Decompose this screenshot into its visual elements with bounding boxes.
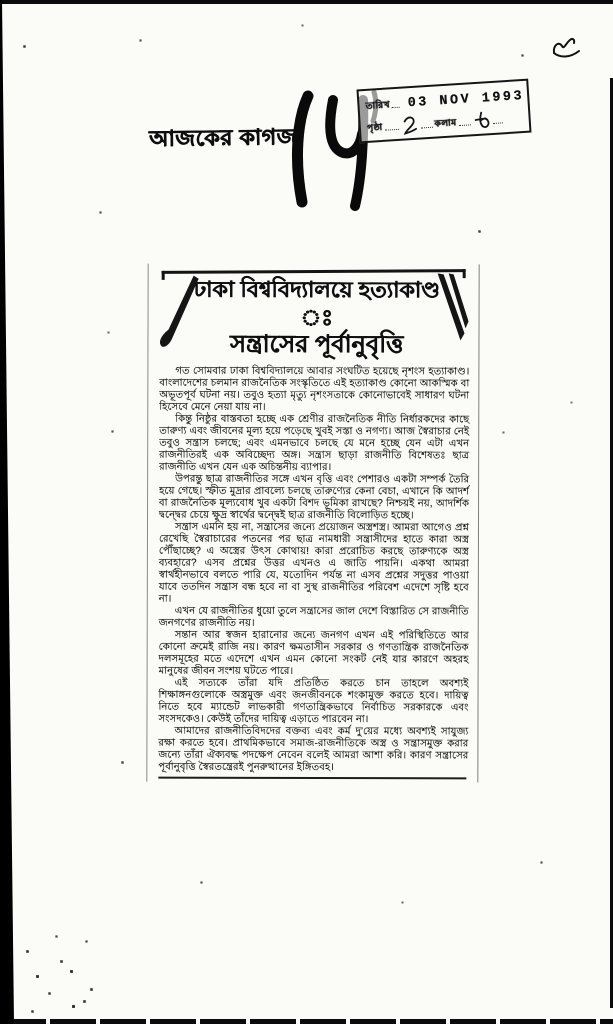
scan-edge-bottom: [0, 1019, 613, 1024]
headline-line-1: ঢাকা বিশ্ববিদ্যালয়ে হত্যাকাণ্ড ঃ: [193, 276, 440, 330]
headline: [189, 276, 443, 360]
article-body: [158, 365, 469, 774]
dotted-leader: [421, 126, 433, 129]
handwritten-column-number: [472, 109, 491, 132]
article-paragraph: আমাদের রাজনীতিবিদদের বক্তব্য এবং কর্ম দু'য়ের মধ্যে অবশ্যই সাযুজ্য রক্ষা করতে হবে। প্রাথমিকভাবে সমাজ-রাজনীতিকে অস্ত্র ও সন্ত্রাসমুক্ত করার জন্যে তাঁরা ঐক্যবদ্ধ পদক্ষেপ নেবেন বলেই আমরা আশা করি। কারণ সন্ত্রাসের পূর্বানুবৃত্তি স্বৈরতন্ত্রেরই পুনরুত্থানের ইঙ্গিতবহ।: [158, 725, 469, 773]
article-paragraph: সন্ত্রাস এমনি হয় না, সন্ত্রাসের জন্যে প্রয়োজন অস্ত্রশস্ত্র। আমরা আগেও প্রশ্ন রেখেছি স্বৈরাচারের পতনের পর ছাত্র নামধারী সন্ত্রাসীদের হাতে কারা অস্ত্র পৌঁছাচ্ছে? এ অস্ত্রের উৎস কোথায়! কারা প্ররোচিত করছে তারুণ্যকে অস্ত্র ব্যবহারে? এসব প্রশ্নের উত্তর এখনও এ জাতি পায়নি। একথা আমরা স্বার্থহীনভাবে বলতে পারি যে, যতোদিন পর্যন্ত না এসব প্রশ্নের সদুত্তর পাওয়া যাবে ততদিন সন্ত্রাস বন্ধ হবে না বা সুস্থ রাজনীতির পরিবেশ এদেশে সৃষ্টি হবে না।: [158, 521, 470, 605]
dotted-leader: [385, 128, 399, 131]
newspaper-clipping: [146, 264, 479, 783]
article-paragraph: সন্তান আর স্বজন হারানোর জন্যে জনগণ এখন এই পরিস্থিতিতে আর কোনো ক্রমেই রাজি নয়। কারণ ক্ষমতাসীন সরকার ও গণতান্ত্রিক রাজনৈতিক দলসমূহের মতে এদেশে এখন এমন কোনো সংকট নেই যার কারণে অহরহ মানুষের জীবন সংশয় ঘটতে পারে।: [158, 629, 469, 677]
date-stamp: [356, 79, 531, 144]
scan-edge-left: [0, 0, 14, 1024]
headline-ornament-right: [433, 273, 469, 349]
handwritten-corner-mark: [551, 36, 587, 62]
headline-ornament-left: [157, 274, 199, 354]
article-paragraph: গত সোমবার ঢাকা বিশ্ববিদ্যালয়ে আবার সংঘটিত হয়েছে নৃশংস হত্যাকাণ্ড। বাংলাদেশের চলমান রাজনৈতিক সংস্কৃতিতে এই হত্যাকাণ্ড কোনো আকস্মিক বা অভূতপূর্ব ঘটনা নয়। তবুও হত্যা মৃত্যু নৃশংসতাকে কোনোভাবেই সাধারণ ঘটনা হিসেবে মেনে নেয়া যায় না।: [159, 365, 470, 413]
article-paragraph: কিন্তু নিষ্ঠুর বাস্তবতা হচ্ছে এক শ্রেণীর রাজনৈতিক নীতি নির্ধারকদের কাছে তারুণ্য এবং জীবনের মূল্য হয়ে পড়েছে খুবই সস্তা ও নগণ্য। আজ স্বৈরাচার নেই তবুও সন্ত্রাস চলছে; এবং এমনভাবে চলছে যে মনে হচ্ছে যেন এটা এখন রাজনীতিরই এক অবিচ্ছেদ্য অঙ্গ। সন্ত্রাস ছাড়া রাজনীতি বিশেষতঃ ছাত্র রাজনীতি এখন যেন এক অচিন্তনীয় ব্যাপার।: [159, 413, 470, 473]
dotted-leader: [459, 123, 471, 126]
article-paragraph: এখন যে রাজনীতির ধুয়ো তুলে সন্ত্রাসের জাল দেশে বিস্তারিত সে রাজনীতি জনগণের রাজনীতি নয়।: [158, 605, 469, 629]
dotted-leader: [392, 106, 400, 108]
handwritten-page-number: [400, 114, 419, 137]
scan-noise-speckles: [0, 0, 1, 1]
headline-top-rule: [162, 269, 466, 274]
headline-box: [159, 268, 469, 363]
article-paragraph: এই সত্যকে তাঁরা যদি প্রতিষ্ঠিত করতে চান তাহলে অবশ্যই শিক্ষাঙ্গনগুলোকে অস্ত্রমুক্ত এবং জনজীবনকে শংকামুক্ত করতে হবে। দায়িত্ব নিতে হবে ম্যান্ডেট লাভকারী গণতান্ত্রিকভাবে নির্বাচিত সরকারকে এবং সংসদকেও। কেউই তাঁদের দায়িত্ব এড়াতে পারবেন না।: [158, 677, 469, 725]
stamp-column-label: কলাম: [434, 116, 457, 129]
headline-line-2: সন্ত্রাসের পূর্বানুবৃত্তি: [229, 330, 404, 359]
clipping-bottom-rule: [158, 776, 466, 779]
newspaper-masthead: আজকের কাগজ: [148, 123, 297, 151]
stamp-date-label: তারিখ: [365, 98, 391, 111]
stamp-page-label: পৃষ্ঠা: [366, 121, 383, 133]
article-paragraph: উপরন্তু ছাত্র রাজনীতির সঙ্গে এখন বৃত্তি এবং পেশারও একটা সম্পর্ক তৈরি হয়ে গেছে। স্ফীত মুদ্রার প্রাবল্যে চলছে তারুণ্যের কেনা বেচা, এখানে কি আদর্শ বা রাজনৈতিক মূল্যবোধ খুব একটা বিশদ ভূমিকা রাখছে? নিশ্চয়ই নয়, আদর্শিক দ্বন্দ্বের চেয়ে ক্ষুদ্র স্বার্থের দ্বন্দ্বেই ছাত্র রাজনীতি বিলোড়িত হচ্ছে।: [159, 473, 470, 522]
dotted-leader: [493, 121, 503, 124]
scan-edge-top: [0, 0, 613, 4]
stamp-date-value: 03 NOV 1993: [407, 88, 525, 111]
